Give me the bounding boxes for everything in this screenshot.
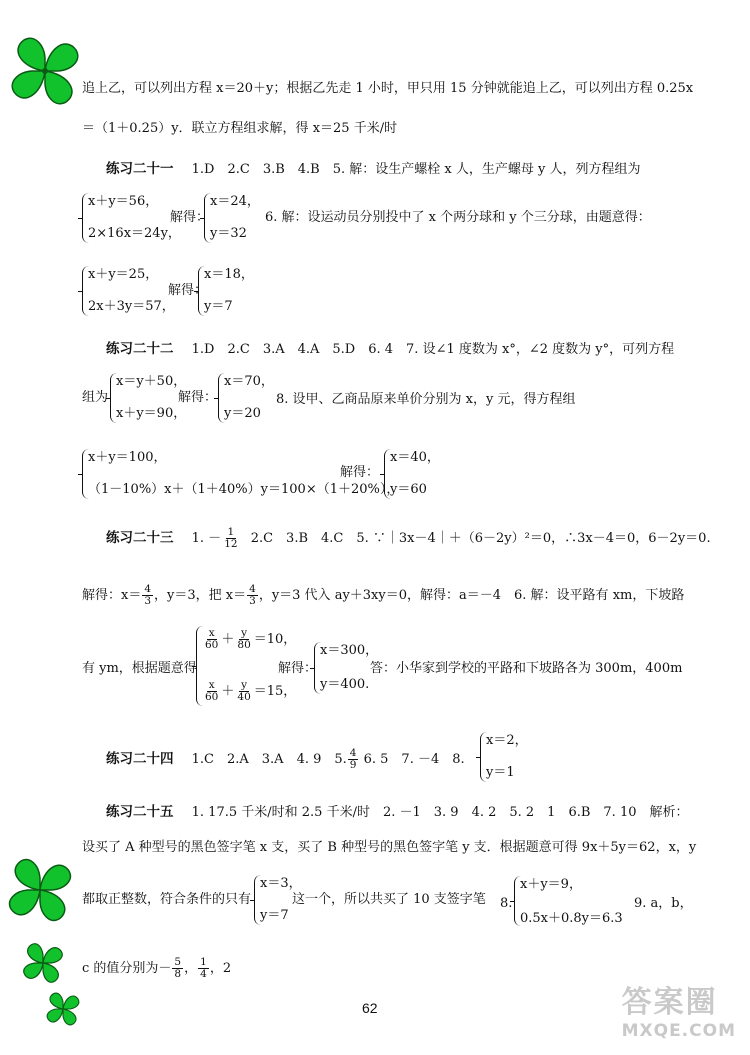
ex23-l2a: 解得：x＝: [82, 588, 142, 603]
ex21-sol2-y: y＝7: [204, 299, 233, 314]
ex25-q9: 9. a，b，: [634, 896, 693, 911]
ex24-fraction: $\frac{4}{9}$: [349, 747, 357, 771]
ex24-answers-a: 1.C 2.A 3.A 4. 9 5.: [191, 752, 347, 767]
ex25-l3b: 这一个，所以共买了 10 支签字笔: [292, 892, 486, 907]
ex24-solution: [480, 732, 540, 782]
ex21-eq-4: 2x＋3y＝57，: [88, 299, 175, 314]
ex23-l2b: ，y＝3，把 x＝: [154, 588, 247, 603]
ex21-eq-1: x＋y＝56，: [88, 194, 159, 209]
ex23-title: 练习二十三: [106, 530, 174, 546]
ex24-sol-y: y＝1: [486, 765, 515, 780]
ex25-line-4: c 的值分别为－ $\frac{5}{8}$ ， $\frac{1}{4}$ ，2: [82, 956, 232, 980]
ex23-line-1: [106, 527, 711, 550]
ex22-solution-1: [218, 373, 278, 423]
clover-icon: [0, 850, 80, 930]
ex21-solution-2: [198, 266, 258, 316]
ex23-fraction-b: $\frac{4}{3}$: [249, 583, 256, 607]
ex21-sol-y: y＝32: [210, 226, 247, 241]
ex23-eq-2: $\frac{x}{60}$ ＋ $\frac{y}{40}$ ＝15，: [205, 679, 297, 703]
ex21-sol2-x: x＝18，: [204, 267, 254, 282]
ex22-sol-x: x＝70，: [224, 374, 274, 389]
ex21-eq-3: x＋y＝25，: [88, 267, 159, 282]
ex24-sol-x: x＝2，: [486, 733, 528, 748]
ex21-q6: 6. 解：设运动员分别投中了 x 个两分球和 y 个三分球，由题意得：: [265, 210, 651, 225]
ex23-line-2: [82, 584, 684, 607]
clover-icon: [18, 938, 68, 988]
ex21-answers: 1.D 2.C 3.B 4.B 5. 解：设生产螺栓 x 人，生产螺母 y 人，列方程组为: [191, 162, 641, 177]
ex22-answers: 1.D 2.C 3.A 4.A 5.D 6. 4 7. 设∠1 度数为 x°，∠2 度数为 y°，可列方程: [191, 342, 675, 357]
ex25-q8: 8.: [500, 896, 513, 911]
ex25-eq-1: x＋y＝9，: [520, 877, 582, 892]
ex21-solve-1: 解得：: [170, 210, 210, 225]
ex21-eq-2: 2×16x＝24y，: [88, 226, 181, 241]
ex23-sol-y: y＝400.: [320, 677, 370, 692]
ex25-l3a: 都取正整数，符合条件的只有: [82, 892, 252, 907]
ex22-eq-1: x＝y＋50，: [116, 374, 187, 389]
ex22-title: 练习二十二: [106, 341, 174, 357]
ex22-eq-3: x＋y＝100，: [88, 450, 167, 465]
ex21-sol-x: x＝24，: [210, 194, 260, 209]
ex25-l4c: ，2: [209, 961, 232, 976]
ex22-sol2-x: x＝40，: [390, 450, 440, 465]
ex21-solve-2: 解得：: [168, 283, 208, 298]
ex22-line-1: [106, 340, 674, 359]
ex21-solution-1: [204, 193, 264, 243]
watermark-line-1: 答案圈: [621, 985, 718, 1020]
ex22-prefix: 组为: [82, 390, 109, 405]
watermark-line-2: MXQE.COM: [621, 1021, 736, 1041]
ex25-solution: [254, 875, 302, 925]
ex23-sol-x: x＝300，: [320, 643, 379, 658]
ex25-system-8: [514, 876, 626, 926]
ex24-title: 练习二十四: [106, 751, 174, 767]
ex23-q1-prefix: 1. －: [191, 531, 222, 546]
ex25-eq-2: 0.5x＋0.8y＝6.3: [520, 911, 623, 926]
ex22-eq-2: x＋y＝90，: [116, 406, 187, 421]
ex25-fraction-2: $\frac{1}{4}$: [200, 956, 207, 980]
ex25-title: 练习二十五: [106, 804, 174, 820]
ex23-answers: 2.C 3.B 4.C 5. ∵｜3x－4｜＋（6－2y）²＝0，∴3x－4＝0，6－2y＝0.: [250, 531, 711, 546]
clover-icon: [2, 28, 88, 114]
ex25-sol-x: x＝3，: [260, 876, 302, 891]
ex22-sol-y: y＝20: [224, 406, 261, 421]
ex22-eq-4: （1－10%）x＋（1＋40%）y＝100×（1＋20%），: [88, 482, 400, 497]
ex25-l4a: c 的值分别为－: [82, 961, 172, 976]
intro-line-2: ＝（1＋0.25）y．联立方程组求解，得 x＝25 千米/时: [82, 121, 398, 136]
ex23-l2c: ，y＝3 代入 ay＋3xy＝0，解得：a＝－4 6. 解：设平路有 xm，下坡路: [258, 588, 685, 603]
ex23-fraction-a: $\frac{4}{3}$: [144, 583, 152, 607]
ex22-solution-2: [384, 449, 444, 499]
page-number: 62: [362, 1000, 378, 1016]
ex24-line: [106, 748, 465, 771]
ex24-answers-b: 6. 5 7. －4 8.: [363, 752, 465, 767]
ex21-title: 练习二十一: [106, 161, 174, 177]
ex25-line-1: [106, 803, 689, 822]
ex22-solve-2: 解得：: [340, 465, 380, 480]
ex23-q1-fraction: $\frac{1}{12}$: [224, 526, 238, 550]
ex23-eq-1: $\frac{x}{60}$ ＋ $\frac{y}{80}$ ＝10，: [205, 627, 297, 651]
ex25-sol-y: y＝7: [260, 908, 289, 923]
ex22-sol2-y: y＝60: [390, 482, 427, 497]
intro-line-1: 追上乙，可以列出方程 x＝20＋y；根据乙先走 1 小时，甲只用 15 分钟就能追上乙，可以列出方程 0.25x: [82, 81, 694, 96]
watermark-logo: [622, 977, 736, 1041]
ex25-answers: 1. 17.5 千米/时和 2.5 千米/时 2. －1 3. 9 4. 2 5. 2 1 6.B 7. 10 解析：: [191, 805, 689, 820]
ex23-l3-prefix: 有 ym，根据题意得: [82, 661, 197, 676]
ex23-answer: 答：小华家到学校的平路和下坡路各为 300m，400m: [370, 661, 683, 676]
ex25-line-2: 设买了 A 种型号的黑色签字笔 x 支，买了 B 种型号的黑色签字笔 y 支．根据题意可得 9x＋5y＝62，x，y: [82, 840, 697, 855]
ex22-q8: 8. 设甲、乙商品原来单价分别为 x，y 元，得方程组: [276, 392, 576, 407]
ex21-line-1: [106, 160, 640, 179]
clover-icon: [42, 988, 84, 1030]
ex23-solve: 解得：: [278, 661, 318, 676]
ex22-solve-1: 解得：: [178, 390, 218, 405]
ex25-fraction-1: $\frac{5}{8}$: [174, 956, 182, 980]
